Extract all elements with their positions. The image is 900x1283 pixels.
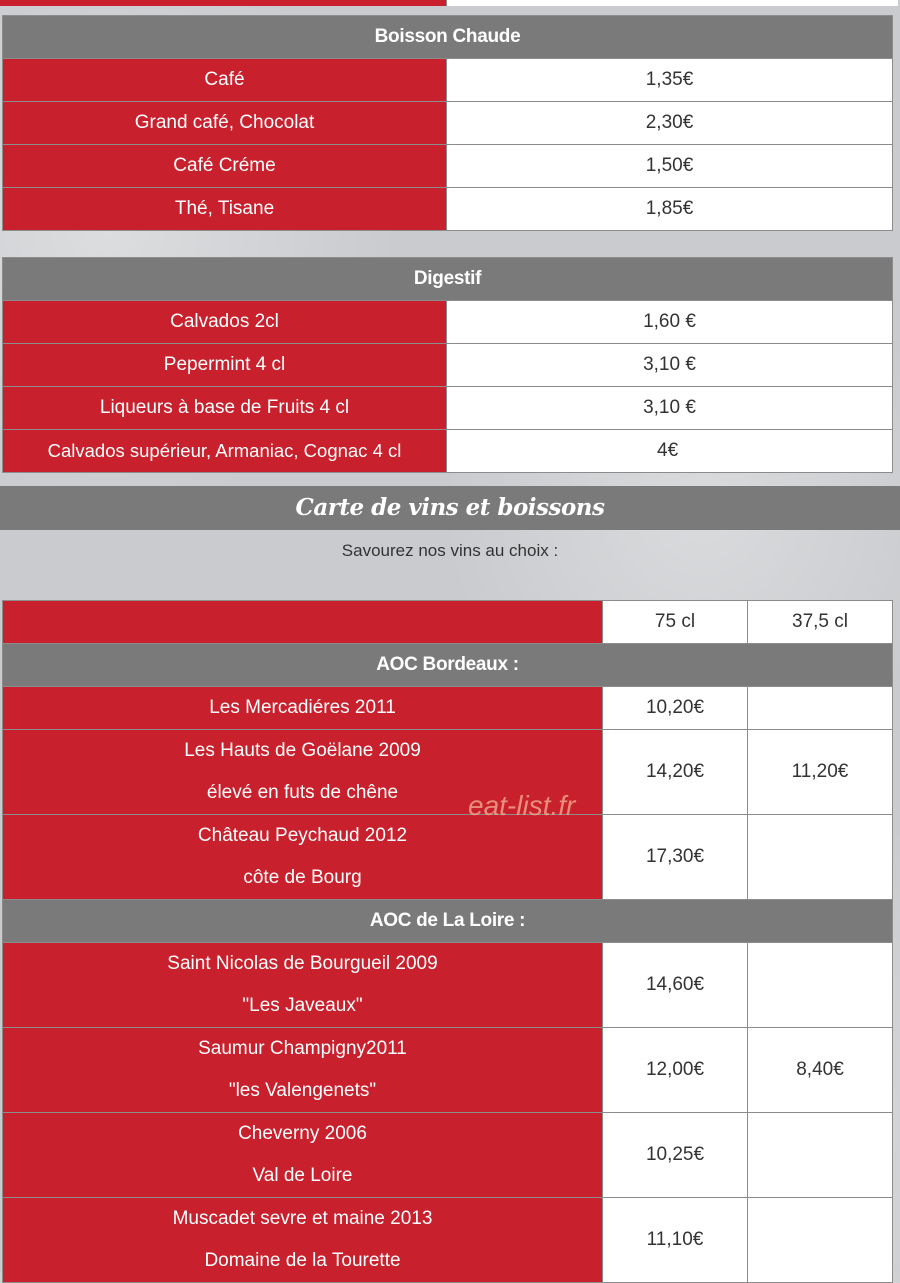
price-375cl bbox=[748, 943, 893, 1028]
item-price: 1,35€ bbox=[447, 59, 893, 102]
price-375cl: 8,40€ bbox=[748, 1028, 893, 1113]
item-price: 4€ bbox=[447, 430, 893, 473]
aoc-bordeaux-header: AOC Bordeaux : bbox=[3, 644, 893, 687]
price-75cl: 10,25€ bbox=[603, 1113, 748, 1198]
item-name: Calvados supérieur, Armaniac, Cognac 4 cl bbox=[3, 430, 447, 473]
menu-row bbox=[3, 301, 893, 344]
menu-row bbox=[3, 188, 893, 231]
wine-row bbox=[3, 1113, 893, 1198]
item-price: 3,10 € bbox=[447, 387, 893, 430]
menu-row bbox=[3, 102, 893, 145]
wine-row bbox=[3, 943, 893, 1028]
price-75cl: 12,00€ bbox=[603, 1028, 748, 1113]
wine-section-subtitle: Savourez nos vins au choix : bbox=[341, 541, 559, 560]
wine-name-cell bbox=[3, 815, 603, 900]
menu-row bbox=[3, 387, 893, 430]
item-price: 1,60 € bbox=[447, 301, 893, 344]
wine-section-title: Carte de vins et boissons bbox=[0, 486, 900, 530]
wine-table bbox=[2, 600, 893, 1283]
menu-row bbox=[3, 145, 893, 188]
price-375cl: 11,20€ bbox=[748, 730, 893, 815]
boisson-chaude-header: Boisson Chaude bbox=[3, 16, 893, 59]
price-75cl: 14,20€ bbox=[603, 730, 748, 815]
item-name: Café bbox=[3, 59, 447, 102]
boisson-chaude-table bbox=[2, 15, 893, 231]
wine-detail: "les Valengenets" bbox=[228, 1080, 377, 1101]
price-75cl: 10,20€ bbox=[603, 687, 748, 730]
wine-name: Les Hauts de Goëlane 2009 bbox=[184, 740, 421, 761]
price-75cl: 11,10€ bbox=[603, 1198, 748, 1283]
wine-row bbox=[3, 1198, 893, 1283]
price-75cl: 14,60€ bbox=[603, 943, 748, 1028]
item-price: 2,30€ bbox=[447, 102, 893, 145]
digestif-header: Digestif bbox=[3, 258, 893, 301]
menu-row bbox=[3, 344, 893, 387]
item-name: Thé, Tisane bbox=[3, 188, 447, 231]
price-375cl bbox=[748, 815, 893, 900]
wine-row bbox=[3, 1028, 893, 1113]
wine-name: Muscadet sevre et maine 2013 bbox=[172, 1208, 433, 1229]
previous-table-edge bbox=[0, 0, 898, 6]
wine-detail: côte de Bourg bbox=[243, 867, 362, 888]
wine-row bbox=[3, 687, 893, 730]
wine-name: Saumur Champigny2011 bbox=[198, 1038, 407, 1059]
wine-name-cell bbox=[3, 1113, 603, 1198]
wine-detail: élevé en futs de chêne bbox=[206, 782, 399, 803]
price-75cl: 17,30€ bbox=[603, 815, 748, 900]
wine-detail: "Les Javeaux" bbox=[242, 995, 363, 1016]
wine-name: Les Mercadiéres 2011 bbox=[3, 687, 603, 730]
price-375cl bbox=[748, 687, 893, 730]
wine-name-cell bbox=[3, 1028, 603, 1113]
digestif-table bbox=[2, 257, 893, 473]
blank-header-cell bbox=[3, 601, 603, 644]
item-price: 3,10 € bbox=[447, 344, 893, 387]
column-75cl: 75 cl bbox=[603, 601, 748, 644]
watermark-logo: eat-list.fr bbox=[468, 790, 576, 821]
wine-column-header-row bbox=[3, 601, 893, 644]
item-name: Pepermint 4 cl bbox=[3, 344, 447, 387]
item-name: Grand café, Chocolat bbox=[3, 102, 447, 145]
menu-row bbox=[3, 430, 893, 473]
item-price: 1,85€ bbox=[447, 188, 893, 231]
price-375cl bbox=[748, 1198, 893, 1283]
wine-name-cell bbox=[3, 943, 603, 1028]
wine-row bbox=[3, 815, 893, 900]
wine-row bbox=[3, 730, 893, 815]
menu-row bbox=[3, 59, 893, 102]
item-name: Café Créme bbox=[3, 145, 447, 188]
wine-name: Cheverny 2006 bbox=[238, 1123, 367, 1144]
item-name: Liqueurs à base de Fruits 4 cl bbox=[3, 387, 447, 430]
item-name: Calvados 2cl bbox=[3, 301, 447, 344]
aoc-loire-header: AOC de La Loire : bbox=[3, 900, 893, 943]
price-375cl bbox=[748, 1113, 893, 1198]
column-375cl: 37,5 cl bbox=[748, 601, 893, 644]
wine-detail: Val de Loire bbox=[252, 1165, 353, 1186]
wine-name: Saint Nicolas de Bourgueil 2009 bbox=[167, 953, 438, 974]
item-price: 1,50€ bbox=[447, 145, 893, 188]
wine-name: Château Peychaud 2012 bbox=[197, 825, 408, 846]
wine-detail: Domaine de la Tourette bbox=[204, 1250, 401, 1271]
wine-name-cell bbox=[3, 1198, 603, 1283]
